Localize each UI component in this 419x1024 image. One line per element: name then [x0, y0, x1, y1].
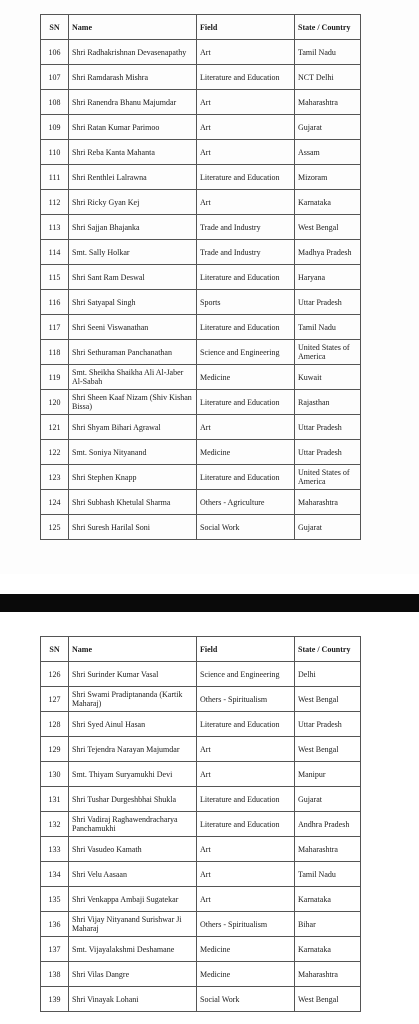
cell-state: Maharashtra — [295, 90, 361, 115]
cell-field: Art — [197, 415, 295, 440]
cell-state: Maharashtra — [295, 490, 361, 515]
cell-name: Smt. Thiyam Suryamukhi Devi — [69, 762, 197, 787]
cell-field: Literature and Education — [197, 265, 295, 290]
cell-sn: 124 — [41, 490, 69, 515]
cell-sn: 136 — [41, 912, 69, 937]
cell-state: Tamil Nadu — [295, 862, 361, 887]
cell-name: Shri Swami Pradiptananda (Kartik Maharaj) — [69, 687, 197, 712]
table-row — [41, 490, 361, 515]
cell-name: Smt. Sally Holkar — [69, 240, 197, 265]
cell-field: Social Work — [197, 515, 295, 540]
cell-name: Shri Reba Kanta Mahanta — [69, 140, 197, 165]
table-row — [41, 40, 361, 65]
table-row — [41, 787, 361, 812]
cell-field: Social Work — [197, 987, 295, 1012]
cell-name: Shri Ricky Gyan Kej — [69, 190, 197, 215]
cell-name: Shri Vasudeo Kamath — [69, 837, 197, 862]
table-row — [41, 415, 361, 440]
cell-sn: 132 — [41, 812, 69, 837]
table-row — [41, 687, 361, 712]
cell-sn: 126 — [41, 662, 69, 687]
cell-name: Shri Tushar Durgeshbhai Shukla — [69, 787, 197, 812]
cell-name: Shri Vijay Nityanand Surishwar Ji Maharaj — [69, 912, 197, 937]
table-row — [41, 340, 361, 365]
table-row — [41, 712, 361, 737]
cell-field: Art — [197, 887, 295, 912]
cell-state: Gujarat — [295, 115, 361, 140]
cell-field: Trade and Industry — [197, 215, 295, 240]
cell-field: Art — [197, 762, 295, 787]
document-page-bottom — [0, 612, 419, 1024]
cell-state: West Bengal — [295, 687, 361, 712]
table-row — [41, 912, 361, 937]
cell-field: Literature and Education — [197, 390, 295, 415]
cell-name: Smt. Soniya Nityanand — [69, 440, 197, 465]
cell-state: Madhya Pradesh — [295, 240, 361, 265]
table-body-page-2 — [41, 662, 361, 1012]
cell-field: Others - Agriculture — [197, 490, 295, 515]
cell-sn: 111 — [41, 165, 69, 190]
header-name: Name — [69, 637, 197, 662]
table-row — [41, 440, 361, 465]
cell-state: Bihar — [295, 912, 361, 937]
table-row — [41, 315, 361, 340]
cell-sn: 134 — [41, 862, 69, 887]
cell-sn: 130 — [41, 762, 69, 787]
header-field: Field — [197, 637, 295, 662]
cell-field: Art — [197, 837, 295, 862]
cell-state: Assam — [295, 140, 361, 165]
cell-state: Uttar Pradesh — [295, 290, 361, 315]
header-state: State / Country — [295, 15, 361, 40]
cell-name: Shri Ranendra Bhanu Majumdar — [69, 90, 197, 115]
cell-name: Shri Sethuraman Panchanathan — [69, 340, 197, 365]
table-row — [41, 762, 361, 787]
cell-field: Art — [197, 737, 295, 762]
cell-name: Shri Suresh Harilal Soni — [69, 515, 197, 540]
cell-name: Shri Velu Aasaan — [69, 862, 197, 887]
cell-state: Uttar Pradesh — [295, 712, 361, 737]
cell-field: Literature and Education — [197, 165, 295, 190]
table-row — [41, 862, 361, 887]
cell-sn: 118 — [41, 340, 69, 365]
cell-name: Shri Subhash Khetulal Sharma — [69, 490, 197, 515]
cell-field: Art — [197, 40, 295, 65]
table-header-row — [41, 15, 361, 40]
cell-name: Shri Renthlei Lalrawna — [69, 165, 197, 190]
cell-name: Shri Venkappa Ambaji Sugatekar — [69, 887, 197, 912]
cell-sn: 135 — [41, 887, 69, 912]
cell-name: Shri Seeni Viswanathan — [69, 315, 197, 340]
cell-sn: 119 — [41, 365, 69, 390]
cell-sn: 123 — [41, 465, 69, 490]
table-row — [41, 165, 361, 190]
cell-field: Medicine — [197, 440, 295, 465]
cell-field: Literature and Education — [197, 65, 295, 90]
cell-state: Gujarat — [295, 515, 361, 540]
cell-name: Shri Stephen Knapp — [69, 465, 197, 490]
awardees-table-page-2 — [40, 636, 361, 1012]
cell-name: Shri Ratan Kumar Parimoo — [69, 115, 197, 140]
table-row — [41, 812, 361, 837]
cell-field: Medicine — [197, 937, 295, 962]
cell-field: Art — [197, 90, 295, 115]
table-row — [41, 662, 361, 687]
cell-sn: 112 — [41, 190, 69, 215]
cell-sn: 125 — [41, 515, 69, 540]
cell-state: Tamil Nadu — [295, 315, 361, 340]
cell-name: Shri Ramdarash Mishra — [69, 65, 197, 90]
cell-sn: 127 — [41, 687, 69, 712]
cell-state: Andhra Pradesh — [295, 812, 361, 837]
table-row — [41, 140, 361, 165]
cell-sn: 133 — [41, 837, 69, 862]
header-state: State / Country — [295, 637, 361, 662]
cell-field: Science and Engineering — [197, 662, 295, 687]
table-row — [41, 737, 361, 762]
cell-state: United States of America — [295, 465, 361, 490]
cell-sn: 116 — [41, 290, 69, 315]
cell-sn: 138 — [41, 962, 69, 987]
cell-sn: 107 — [41, 65, 69, 90]
cell-field: Medicine — [197, 365, 295, 390]
cell-sn: 115 — [41, 265, 69, 290]
table-row — [41, 265, 361, 290]
header-field: Field — [197, 15, 295, 40]
cell-field: Science and Engineering — [197, 340, 295, 365]
table-row — [41, 987, 361, 1012]
cell-sn: 128 — [41, 712, 69, 737]
cell-sn: 139 — [41, 987, 69, 1012]
cell-field: Art — [197, 140, 295, 165]
cell-name: Shri Vinayak Lohani — [69, 987, 197, 1012]
cell-name: Shri Sheen Kaaf Nizam (Shiv Kishan Bissa) — [69, 390, 197, 415]
cell-sn: 117 — [41, 315, 69, 340]
cell-name: Shri Radhakrishnan Devasenapathy — [69, 40, 197, 65]
cell-sn: 114 — [41, 240, 69, 265]
cell-sn: 113 — [41, 215, 69, 240]
cell-name: Shri Vadiraj Raghawendracharya Panchamukhi — [69, 812, 197, 837]
table-row — [41, 90, 361, 115]
header-sn: SN — [41, 15, 69, 40]
cell-sn: 120 — [41, 390, 69, 415]
header-name: Name — [69, 15, 197, 40]
table-row — [41, 240, 361, 265]
cell-name: Shri Sant Ram Deswal — [69, 265, 197, 290]
cell-state: West Bengal — [295, 215, 361, 240]
cell-state: Delhi — [295, 662, 361, 687]
cell-state: Gujarat — [295, 787, 361, 812]
cell-state: Manipur — [295, 762, 361, 787]
cell-state: West Bengal — [295, 737, 361, 762]
cell-field: Literature and Education — [197, 712, 295, 737]
cell-sn: 122 — [41, 440, 69, 465]
table-header-row — [41, 637, 361, 662]
table-row — [41, 837, 361, 862]
cell-state: Tamil Nadu — [295, 40, 361, 65]
cell-name: Shri Sajjan Bhajanka — [69, 215, 197, 240]
cell-state: Uttar Pradesh — [295, 440, 361, 465]
cell-field: Sports — [197, 290, 295, 315]
cell-state: Karnataka — [295, 937, 361, 962]
cell-field: Art — [197, 115, 295, 140]
table-row — [41, 887, 361, 912]
cell-field: Others - Spiritualism — [197, 912, 295, 937]
cell-field: Art — [197, 862, 295, 887]
cell-field: Art — [197, 190, 295, 215]
cell-state: Maharashtra — [295, 962, 361, 987]
cell-field: Medicine — [197, 962, 295, 987]
cell-state: West Bengal — [295, 987, 361, 1012]
page-divider — [0, 594, 419, 612]
cell-state: NCT Delhi — [295, 65, 361, 90]
table-row — [41, 115, 361, 140]
cell-sn: 121 — [41, 415, 69, 440]
awardees-table-page-1 — [40, 14, 361, 540]
cell-state: Mizoram — [295, 165, 361, 190]
table-row — [41, 190, 361, 215]
cell-sn: 108 — [41, 90, 69, 115]
cell-sn: 131 — [41, 787, 69, 812]
cell-name: Shri Vilas Dangre — [69, 962, 197, 987]
table-row — [41, 365, 361, 390]
table-row — [41, 65, 361, 90]
cell-sn: 106 — [41, 40, 69, 65]
table-row — [41, 390, 361, 415]
table-row — [41, 515, 361, 540]
cell-field: Literature and Education — [197, 315, 295, 340]
cell-field: Literature and Education — [197, 812, 295, 837]
cell-field: Others - Spiritualism — [197, 687, 295, 712]
table-body-page-1 — [41, 40, 361, 540]
cell-field: Trade and Industry — [197, 240, 295, 265]
cell-sn: 109 — [41, 115, 69, 140]
table-row — [41, 465, 361, 490]
table-row — [41, 215, 361, 240]
cell-name: Shri Surinder Kumar Vasal — [69, 662, 197, 687]
cell-state: Karnataka — [295, 190, 361, 215]
cell-sn: 129 — [41, 737, 69, 762]
cell-name: Shri Syed Ainul Hasan — [69, 712, 197, 737]
cell-state: Karnataka — [295, 887, 361, 912]
table-row — [41, 962, 361, 987]
cell-name: Shri Satyapal Singh — [69, 290, 197, 315]
table-row — [41, 290, 361, 315]
cell-field: Literature and Education — [197, 787, 295, 812]
cell-sn: 137 — [41, 937, 69, 962]
header-sn: SN — [41, 637, 69, 662]
cell-name: Smt. Sheikha Shaikha Ali Al-Jaber Al-Sabah — [69, 365, 197, 390]
table-row — [41, 937, 361, 962]
cell-state: Haryana — [295, 265, 361, 290]
cell-name: Shri Tejendra Narayan Majumdar — [69, 737, 197, 762]
cell-name: Smt. Vijayalakshmi Deshamane — [69, 937, 197, 962]
cell-state: Kuwait — [295, 365, 361, 390]
cell-name: Shri Shyam Bihari Agrawal — [69, 415, 197, 440]
cell-sn: 110 — [41, 140, 69, 165]
cell-field: Literature and Education — [197, 465, 295, 490]
cell-state: United States of America — [295, 340, 361, 365]
cell-state: Uttar Pradesh — [295, 415, 361, 440]
cell-state: Maharashtra — [295, 837, 361, 862]
cell-state: Rajasthan — [295, 390, 361, 415]
